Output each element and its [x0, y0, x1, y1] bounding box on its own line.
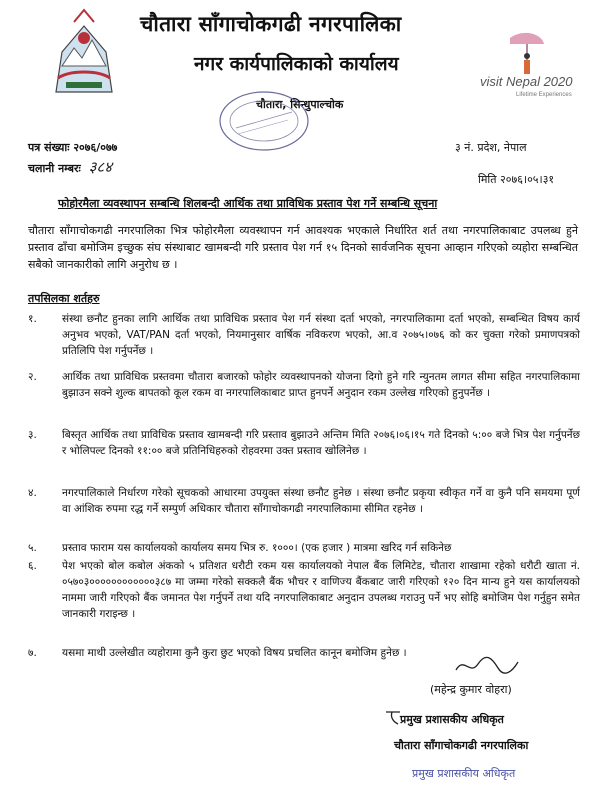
condition-text: बिस्तृत आर्थिक तथा प्राविधिक प्रस्ताव खामबन्दी गरि प्रस्ताव बुझाउने अन्तिम मिति २०७६।०६।१५ गते दिनको ५:०० बजे भित्र पेश गर्नुपर्नेछ र भोलिपल्ट दिनको ११:०० बजे प्रतिनिधिहरुको रोहवरमा उक्त प्रस्ताव खोलिनेछ । [62, 429, 580, 457]
visit-nepal-text: visit Nepal 2020 [480, 74, 573, 89]
reference-number [28, 140, 117, 155]
condition-item [28, 427, 580, 459]
condition-text: पेश भएको बोल कबोल अंकको ५ प्रतिशत धरौटी रकम यस कार्यालयको नेपाल बैंक लिमिटेड, चौतारा शाखामा रहेको धरौटी खाता नं. ०५७०३००००००००००००३८७ मा जम्मा गरेको सक्कलै बैंक भौचर र वाणिज्य बैंकबाट जारी गरिएको १२० दिन मान्य हुने यस कार्यालयको नाममा जारी गरिएको बैंक जमानत पेश गर्नुपर्ने तथा यदि नगरपालिकाबाट अनुदान उपलब्ध गराउनु पर्ने भए सोहि बमोजिम पेश गर्नुहुन समेत जानकारी गराइन्छ । [62, 560, 580, 620]
dispatch-value: ३८४ [88, 158, 113, 176]
signatory-organization: चौतारा साँगाचोकगढी नगरपालिका [394, 739, 529, 752]
condition-text: संस्था छनौट हुनका लागि आर्थिक तथा प्राविधिक प्रस्ताव पेश गर्न संस्था दर्ता भएको, नगरपालिकामा दर्ता भएको, सम्बन्धित विषय कार्य अनुभव भएको, VAT/PAN दर्ता भएको, नियमानुसार वार्षिक नविकरण भएको, आ.व २०७५।०७६ को कर चुक्ता गरेको प्रमाणपत्रको प्रतिलिपि पेश गर्नुपर्नेछ । [62, 313, 580, 357]
office-name: नगर कार्यपालिकाको कार्यालय [194, 53, 399, 75]
office-address: चौतारा, सिन्धुपाल्चोक [256, 98, 344, 111]
province-label: ३ नं. प्रदेश, नेपाल [455, 141, 527, 154]
office-stamp [218, 90, 310, 152]
designation-stamp: प्रमुख प्रशासकीय अधिकृत [412, 767, 516, 780]
visit-nepal-logo [480, 30, 576, 102]
condition-number: ७. [28, 647, 37, 659]
dispatch-number [28, 157, 112, 177]
signature-scribble [452, 654, 522, 678]
reference-label: पत्र संख्याः [28, 141, 70, 154]
condition-text: आर्थिक तथा प्राविधिक प्रस्तवमा चौतारा बजारको फोहोर व्यवस्थापनको योजना दिगो हुने गरि न्युनतम लागत सीमा सहित नगरपालिकामा बुझाउन सक्ने शुल्क बापतको कूल रकम वा नगरपालिकाबाट प्राप्त हुनपर्ने अनुदान रकम उल्लेख गरिएको हुनुपर्नेछ । [62, 371, 580, 399]
dispatch-label: चलानी नम्बरः [28, 162, 81, 175]
condition-text: नगरपालिकाले निर्धारण गरेको सूचकको आधारमा उपयुक्त संस्था छनौट हुनेछ । संस्था छनौट प्रकृया स्वीकृत गर्ने वा कुनै पनि समयमा पूर्ण वा आंशिक रुपमा रद्ध गर्ने सम्पुर्ण अधिकार चौतारा साँगाचोकगढी नगरपालिकामा सीमित रहनेछ । [62, 487, 580, 515]
intro-paragraph: चौतारा साँगाचोकगढी नगरपालिका भित्र फोहोरमैला व्यवस्थापन गर्न आवश्यक भएकाले निर्धारित शर्त तथा नगरपालिकाबाट उपलब्ध हुने प्रस्ताव ढाँचा बमोजिम इच्छुक संघ संस्थाबाट खामबन्दी गरि प्रस्ताव पेश गर्न १५ दिनको सार्वजनिक सूचना आव्हान गरिएको व्यहोरा सम्बन्धित सबैको जानकारीको लागि अनुरोध छ । [28, 224, 578, 271]
municipality-title: चौतारा साँगाचोकगढी नगरपालिका [140, 12, 402, 36]
nepal-emblem-logo [52, 8, 116, 94]
condition-item [28, 369, 580, 401]
signatory-name: (महेन्द्र कुमार वोहरा) [430, 683, 512, 696]
condition-number: ५. [28, 542, 37, 554]
condition-number: २. [28, 371, 37, 383]
condition-text: यसमा माथी उल्लेखीत व्यहोरामा कुनै कुरा छुट भएको विषय प्रचलित कानून बमोजिम हुनेछ । [62, 647, 407, 659]
condition-number: ४. [28, 487, 37, 499]
visit-nepal-tagline: Lifetime Experiences [516, 92, 572, 98]
condition-text: प्रस्ताव फाराम यस कार्यालयको कार्यालय समय भित्र रु. १०००। (एक हजार ) मात्रमा खरिद गर्न सकिनेछ [62, 542, 452, 554]
signatory-designation: प्रमुख प्रशासकीय अधिकृत [400, 713, 504, 726]
condition-number: ३. [28, 429, 37, 441]
conditions-heading: तपसिलका शर्तहरु [28, 292, 100, 305]
reference-value: २०७६/०७७ [73, 141, 118, 154]
condition-item [28, 311, 580, 359]
condition-number: ६. [28, 560, 37, 572]
condition-number: १. [28, 313, 37, 325]
notice-subject: फोहोरमैला व्यवस्थापन सम्बन्धि शिलबन्दी आर्थिक तथा प्राविधिक प्रस्ताव पेश गर्ने सम्बन्धि सूचना [58, 197, 438, 210]
notice-date: मिति २०७६।०५।३१ [478, 173, 555, 186]
condition-item [28, 485, 580, 517]
condition-item [28, 558, 580, 622]
condition-item [28, 540, 580, 556]
